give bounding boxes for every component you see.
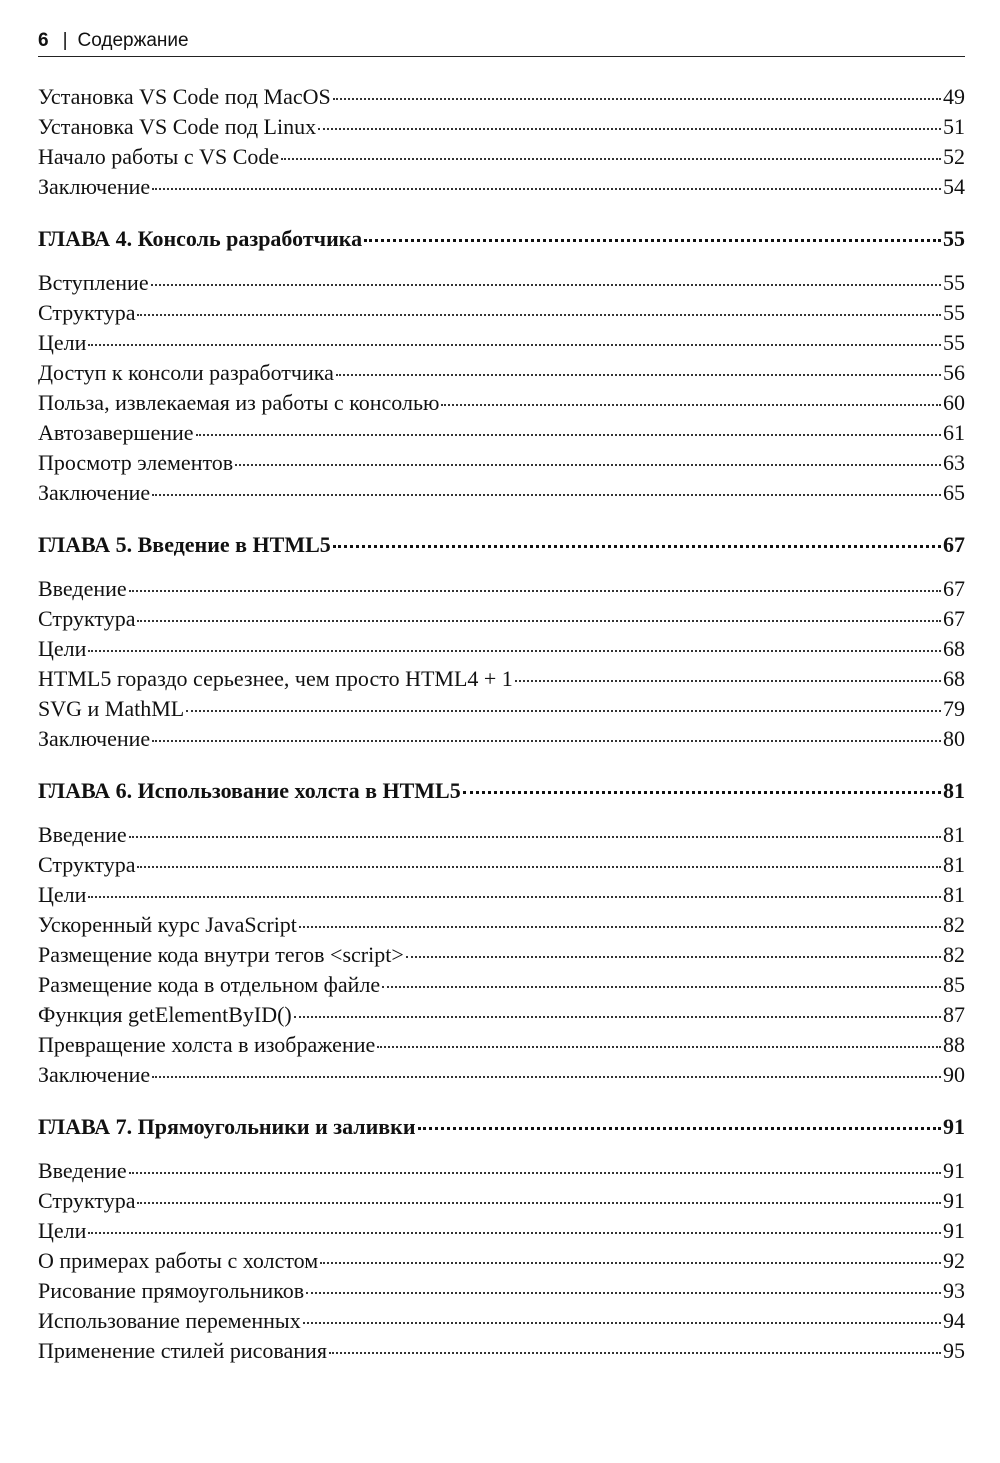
toc-entry[interactable] xyxy=(38,940,965,970)
header-separator: | xyxy=(62,30,68,51)
entry-title: Заключение xyxy=(38,726,151,751)
toc-entry[interactable] xyxy=(38,1246,965,1276)
dot-leader xyxy=(137,865,941,868)
entry-title: Введение xyxy=(38,1158,127,1183)
dot-leader xyxy=(463,790,941,794)
toc-entry[interactable] xyxy=(38,574,965,604)
entry-title: Цели xyxy=(38,330,87,355)
toc-entry[interactable] xyxy=(38,358,965,388)
toc-entry[interactable] xyxy=(38,112,965,142)
entry-page-number: 55 xyxy=(943,270,965,295)
toc-entry[interactable] xyxy=(38,418,965,448)
dot-leader xyxy=(329,1351,941,1354)
dot-leader xyxy=(303,1321,941,1324)
entry-page-number: 88 xyxy=(943,1032,965,1057)
entry-title: Заключение xyxy=(38,480,151,505)
entry-page-number: 90 xyxy=(943,1062,965,1087)
running-header xyxy=(38,30,965,57)
toc-entry[interactable] xyxy=(38,1156,965,1186)
entry-title: Начало работы с VS Code xyxy=(38,144,280,169)
dot-leader xyxy=(364,238,941,242)
dot-leader xyxy=(320,1261,941,1264)
chapter-page-number: 81 xyxy=(943,778,965,803)
dot-leader xyxy=(88,649,941,652)
entry-title: Структура xyxy=(38,300,136,325)
toc-entry[interactable] xyxy=(38,478,965,508)
entry-page-number: 51 xyxy=(943,114,965,139)
entry-page-number: 94 xyxy=(943,1308,965,1333)
dot-leader xyxy=(137,619,941,622)
table-of-contents xyxy=(38,82,965,1366)
entry-page-number: 52 xyxy=(943,144,965,169)
entry-title: Польза, извлекаемая из работы с консолью xyxy=(38,390,440,415)
toc-entry[interactable] xyxy=(38,1276,965,1306)
dot-leader xyxy=(281,157,941,160)
dot-leader xyxy=(377,1045,941,1048)
dot-leader xyxy=(406,955,941,958)
dot-leader xyxy=(151,283,941,286)
toc-entry[interactable] xyxy=(38,298,965,328)
entry-page-number: 60 xyxy=(943,390,965,415)
entry-title: Применение стилей рисования xyxy=(38,1338,327,1363)
chapter-page-number: 55 xyxy=(943,226,965,251)
toc-entry[interactable] xyxy=(38,1216,965,1246)
entry-page-number: 80 xyxy=(943,726,965,751)
entry-title: Использование переменных xyxy=(38,1308,301,1333)
page-number: 6 xyxy=(38,30,49,51)
dot-leader xyxy=(418,1126,941,1130)
entry-title: Просмотр элементов xyxy=(38,450,234,475)
toc-entry[interactable] xyxy=(38,850,965,880)
entry-title: Цели xyxy=(38,882,87,907)
entry-title: Структура xyxy=(38,606,136,631)
toc-entry[interactable] xyxy=(38,1060,965,1090)
toc-entry[interactable] xyxy=(38,172,965,202)
chapter-title: ГЛАВА 6. Использование холста в HTML5 xyxy=(38,778,461,803)
entry-title: Автозавершение xyxy=(38,420,194,445)
toc-entry[interactable] xyxy=(38,1336,965,1366)
dot-leader xyxy=(336,373,941,376)
toc-entry[interactable] xyxy=(38,634,965,664)
entry-title: Введение xyxy=(38,822,127,847)
toc-entry[interactable] xyxy=(38,664,965,694)
toc-entry[interactable] xyxy=(38,82,965,112)
entry-title: HTML5 гораздо серьезнее, чем просто HTML4 + 1 xyxy=(38,666,513,691)
chapter-heading[interactable] xyxy=(38,224,965,254)
dot-leader xyxy=(186,709,941,712)
entry-title: Цели xyxy=(38,1218,87,1243)
dot-leader xyxy=(137,313,941,316)
toc-entry[interactable] xyxy=(38,1306,965,1336)
dot-leader xyxy=(294,1015,941,1018)
entry-title: Структура xyxy=(38,852,136,877)
dot-leader xyxy=(515,679,941,682)
toc-entry[interactable] xyxy=(38,694,965,724)
toc-entry[interactable] xyxy=(38,388,965,418)
dot-leader xyxy=(333,544,941,548)
entry-page-number: 91 xyxy=(943,1218,965,1243)
toc-entry[interactable] xyxy=(38,448,965,478)
chapter-page-number: 67 xyxy=(943,532,965,557)
dot-leader xyxy=(88,343,941,346)
chapter-heading[interactable] xyxy=(38,530,965,560)
dot-leader xyxy=(129,589,941,592)
entry-title: Установка VS Code под Linux xyxy=(38,114,317,139)
entry-title: SVG и MathML xyxy=(38,696,185,721)
dot-leader xyxy=(306,1291,941,1294)
toc-entry[interactable] xyxy=(38,970,965,1000)
entry-page-number: 55 xyxy=(943,330,965,355)
toc-entry[interactable] xyxy=(38,1186,965,1216)
toc-entry[interactable] xyxy=(38,1030,965,1060)
dot-leader xyxy=(88,1231,941,1234)
toc-entry[interactable] xyxy=(38,604,965,634)
entry-title: Установка VS Code под MacOS xyxy=(38,84,331,109)
entry-title: Функция getElementByID() xyxy=(38,1002,292,1027)
dot-leader xyxy=(88,895,941,898)
entry-title: Заключение xyxy=(38,1062,151,1087)
dot-leader xyxy=(129,835,941,838)
entry-title: Структура xyxy=(38,1188,136,1213)
entry-title: О примерах работы с холстом xyxy=(38,1248,319,1273)
dot-leader xyxy=(152,187,941,190)
toc-entry[interactable] xyxy=(38,268,965,298)
dot-leader xyxy=(333,97,941,100)
entry-page-number: 79 xyxy=(943,696,965,721)
toc-entry[interactable] xyxy=(38,820,965,850)
entry-title: Вступление xyxy=(38,270,149,295)
entry-page-number: 67 xyxy=(943,606,965,631)
toc-entry[interactable] xyxy=(38,724,965,754)
entry-page-number: 93 xyxy=(943,1278,965,1303)
entry-page-number: 81 xyxy=(943,882,965,907)
toc-entry[interactable] xyxy=(38,910,965,940)
dot-leader xyxy=(299,925,941,928)
entry-page-number: 49 xyxy=(943,84,965,109)
entry-page-number: 68 xyxy=(943,636,965,661)
dot-leader xyxy=(152,1075,941,1078)
header-title: Содержание xyxy=(77,30,189,51)
entry-title: Ускоренный курс JavaScript xyxy=(38,912,297,937)
entry-page-number: 91 xyxy=(943,1158,965,1183)
toc-entry[interactable] xyxy=(38,1000,965,1030)
entry-page-number: 61 xyxy=(943,420,965,445)
entry-page-number: 82 xyxy=(943,942,965,967)
entry-title: Заключение xyxy=(38,174,151,199)
entry-page-number: 82 xyxy=(943,912,965,937)
chapter-heading[interactable] xyxy=(38,1112,965,1142)
entry-title: Рисование прямоугольников xyxy=(38,1278,305,1303)
entry-page-number: 56 xyxy=(943,360,965,385)
entry-page-number: 81 xyxy=(943,852,965,877)
toc-entry[interactable] xyxy=(38,880,965,910)
entry-page-number: 92 xyxy=(943,1248,965,1273)
entry-title: Размещение кода внутри тегов <script> xyxy=(38,942,404,967)
entry-title: Введение xyxy=(38,576,127,601)
entry-title: Доступ к консоли разработчика xyxy=(38,360,334,385)
chapter-title: ГЛАВА 7. Прямоугольники и заливки xyxy=(38,1114,416,1139)
dot-leader xyxy=(235,463,941,466)
entry-page-number: 91 xyxy=(943,1188,965,1213)
entry-page-number: 65 xyxy=(943,480,965,505)
dot-leader xyxy=(196,433,941,436)
entry-page-number: 85 xyxy=(943,972,965,997)
toc-entry[interactable] xyxy=(38,328,965,358)
chapter-title: ГЛАВА 5. Введение в HTML5 xyxy=(38,532,331,557)
dot-leader xyxy=(152,739,941,742)
dot-leader xyxy=(137,1201,941,1204)
entry-page-number: 95 xyxy=(943,1338,965,1363)
entry-page-number: 55 xyxy=(943,300,965,325)
entry-page-number: 87 xyxy=(943,1002,965,1027)
chapter-title: ГЛАВА 4. Консоль разработчика xyxy=(38,226,363,251)
entry-title: Цели xyxy=(38,636,87,661)
dot-leader xyxy=(129,1171,941,1174)
entry-page-number: 63 xyxy=(943,450,965,475)
chapter-page-number: 91 xyxy=(943,1114,965,1139)
chapter-heading[interactable] xyxy=(38,776,965,806)
entry-page-number: 54 xyxy=(943,174,965,199)
toc-entry[interactable] xyxy=(38,142,965,172)
dot-leader xyxy=(318,127,941,130)
entry-page-number: 68 xyxy=(943,666,965,691)
dot-leader xyxy=(382,985,941,988)
entry-page-number: 81 xyxy=(943,822,965,847)
entry-title: Превращение холста в изображение xyxy=(38,1032,376,1057)
entry-title: Размещение кода в отдельном файле xyxy=(38,972,381,997)
dot-leader xyxy=(441,403,941,406)
dot-leader xyxy=(152,493,941,496)
entry-page-number: 67 xyxy=(943,576,965,601)
